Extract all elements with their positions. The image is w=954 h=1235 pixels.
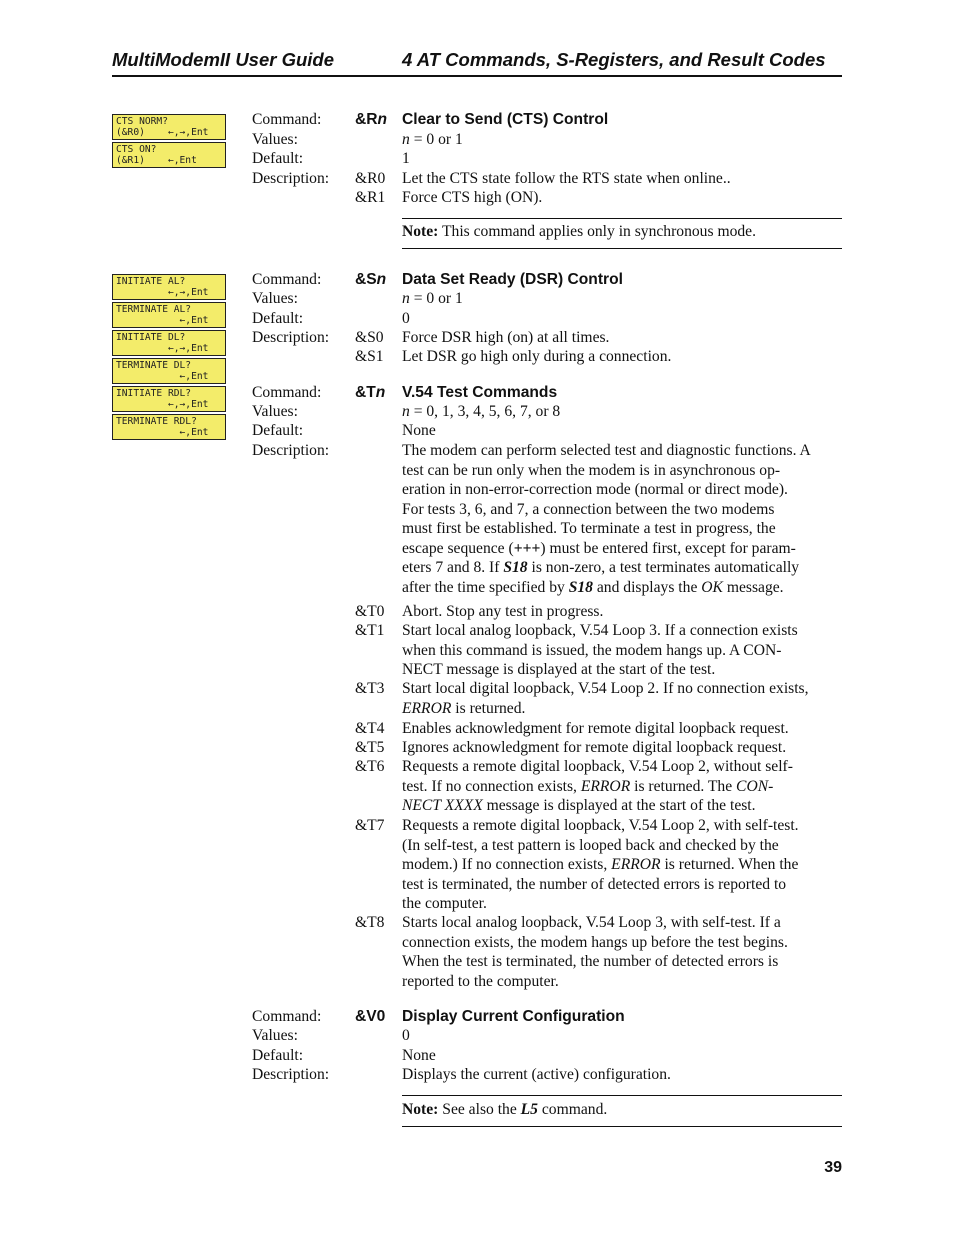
command-label: Command: [252, 1008, 322, 1025]
header-rule [112, 75, 842, 77]
option-code: &T4 [355, 720, 385, 737]
note-rule-bottom [402, 248, 842, 249]
option-code: &S1 [355, 348, 384, 365]
option-code: &T5 [355, 739, 385, 756]
command-code-sn: &Sn [355, 271, 387, 288]
test-description: The modem can perform selected test and diagnostic functions. A test can be run only when the modem is in asynchronous op- eration in non-error-correction mode (normal or direct mode). For tests 3, 6, and 7, a connection between the two modems must first be established. To terminate a test in progress, the escape sequence (+++) must be entered first, except for param- eters 7 and 8. If S18 is non-zero, a test terminates automatically after the time specified by S18 and displays the OK message. [402, 442, 811, 596]
option-text: Ignores acknowledgment for remote digital loopback request. [402, 739, 787, 756]
command-label: Command: [252, 111, 322, 128]
command-label: Command: [252, 384, 322, 401]
description-label: Description: [252, 442, 330, 459]
lcd-display-initiate-dl: INITIATE DL? ←,→,Ent [112, 330, 226, 356]
note-rule-top [402, 1095, 842, 1096]
option-text: Let DSR go high only during a connection. [402, 348, 672, 365]
values-label: Values: [252, 1027, 298, 1044]
lcd-display-cts-on: CTS ON? (&R1) ←,Ent [112, 142, 226, 168]
header-chapter-title: 4 AT Commands, S-Registers, and Result Codes [402, 49, 826, 70]
default-value-v0: None [402, 1047, 436, 1064]
command-title-cts: Clear to Send (CTS) Control [402, 111, 609, 128]
option-code: &S0 [355, 329, 384, 346]
option-text: Start local digital loopback, V.54 Loop 2. If no connection exists, ERROR is returned. [402, 680, 809, 717]
note-rule-bottom [402, 1126, 842, 1127]
description-text-v0: Displays the current (active) configuration. [402, 1066, 671, 1083]
option-code: &R1 [355, 189, 386, 206]
lcd-display-initiate-rdl: INITIATE RDL? ←,→,Ent [112, 386, 226, 412]
option-text: Requests a remote digital loopback, V.54 Loop 2, with self-test. (In self-test, a test pattern is looped back and checked by the modem.) If no connection exists, ERROR is returned. When the test is terminated, the number of detected errors is reported to the computer. [402, 817, 799, 912]
page-number: 39 [824, 1159, 842, 1176]
option-text: Let the CTS state follow the RTS state when online.. [402, 170, 731, 187]
option-text: Force DSR high (on) at all times. [402, 329, 610, 346]
default-value-tn: None [402, 422, 436, 439]
values-text-tn: n = 0, 1, 3, 4, 5, 6, 7, or 8 [402, 403, 561, 420]
option-code: &T8 [355, 914, 385, 931]
option-code: &T3 [355, 680, 385, 697]
description-label: Description: [252, 1066, 330, 1083]
values-text-sn: n = 0 or 1 [402, 290, 463, 307]
command-label: Command: [252, 271, 322, 288]
default-label: Default: [252, 310, 304, 327]
option-text: Starts local analog loopback, V.54 Loop 3, with self-test. If a connection exists, the modem hangs up before the test begins. When the test is terminated, the number of detected errors is reported to the computer. [402, 914, 788, 990]
option-text: Abort. Stop any test in progress. [402, 603, 604, 620]
option-text: Force CTS high (ON). [402, 189, 543, 206]
option-code: &T1 [355, 622, 385, 639]
default-value-sn: 0 [402, 310, 410, 327]
lcd-display-terminate-al: TERMINATE AL? ←,Ent [112, 302, 226, 328]
option-text: Requests a remote digital loopback, V.54 Loop 2, without self- test. If no connection exists, ERROR is returned. The CON- NECT XXXX message is displayed at the start of the test. [402, 758, 793, 814]
command-title-v54: V.54 Test Commands [402, 384, 558, 401]
values-label: Values: [252, 290, 298, 307]
option-code: &R0 [355, 170, 386, 187]
lcd-display-cts-norm: CTS NORM? (&R0) ←,→,Ent [112, 114, 226, 140]
option-code: &T7 [355, 817, 385, 834]
values-label: Values: [252, 131, 298, 148]
values-label: Values: [252, 403, 298, 420]
command-code-tn: &Tn [355, 384, 386, 401]
lcd-display-initiate-al: INITIATE AL? ←,→,Ent [112, 274, 226, 300]
command-title-config: Display Current Configuration [402, 1008, 625, 1025]
lcd-display-terminate-dl: TERMINATE DL? ←,Ent [112, 358, 226, 384]
description-label: Description: [252, 170, 330, 187]
command-title-dsr: Data Set Ready (DSR) Control [402, 271, 623, 288]
lcd-display-terminate-rdl: TERMINATE RDL? ←,Ent [112, 414, 226, 440]
note-config: Note: See also the L5 command. [402, 1101, 608, 1118]
command-code-v0: &V0 [355, 1008, 386, 1025]
default-label: Default: [252, 1047, 304, 1064]
default-value-rn: 1 [402, 150, 410, 167]
option-code: &T0 [355, 603, 385, 620]
default-label: Default: [252, 150, 304, 167]
option-code: &T6 [355, 758, 385, 775]
values-text-rn: n = 0 or 1 [402, 131, 463, 148]
option-text: Start local analog loopback, V.54 Loop 3. If a connection exists when this command is issued, the modem hangs up. A CON- NECT message is displayed at the start of the test. [402, 622, 798, 678]
note-rule-top [402, 218, 842, 219]
option-text: Enables acknowledgment for remote digital loopback request. [402, 720, 789, 737]
command-code-rn: &Rn [355, 111, 388, 128]
note-cts: Note: This command applies only in synchronous mode. [402, 223, 756, 240]
values-text-v0: 0 [402, 1027, 410, 1044]
description-label: Description: [252, 329, 330, 346]
default-label: Default: [252, 422, 304, 439]
header-guide-title: MultiModemII User Guide [112, 49, 335, 70]
